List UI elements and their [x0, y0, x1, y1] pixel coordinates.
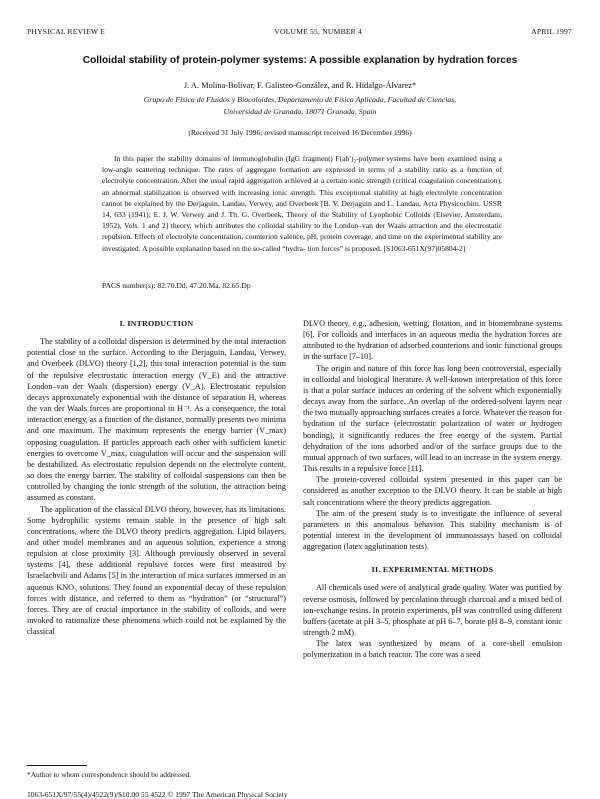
page-footer — [27, 790, 572, 799]
right-column — [303, 318, 562, 661]
volume-number: VOLUME 55, NUMBER 4 — [274, 27, 363, 36]
affiliation-line-2: Universidad de Granada, 18071 Granada, Spain — [223, 107, 377, 116]
abstract-line: 1952), Vols. 1 and 2] theory, which attributes the colloidal stability to the London–van der Waals attraction — [102, 221, 438, 231]
body-paragraph: The stability of a colloidal dispersion is determined by the total interaction potential close to the surface. According to the Derjaguin, Landau, Verwey, and Overbeek (DLVO) theory [1,2], this total interaction potential is the sum of the repulsive electrostatic interaction energy (V_E) and the attractive London–van der Waals (dispersion) energy (V_A). Electrostatic repulsion decays approximately exponential with the distance of separation H, whereas the van der Waals forces are proportional to H⁻¹. As a consequence, the total interaction energy, as a function of the distance, normally presents two minima and one maximum. The maximum represents the energy barrier (V_max) opposing coagulation. If particles approach each other with sufficient kinetic energies to overcome V_max, coagulation will occur and the suspension will be destabilized. As electrostatic repulsion depends on the electrolyte content, so does the energy barrier. The stability of colloidal suspensions can then be controlled by changing the ionic strength of the solution, the attraction being assumed as constant. — [27, 337, 286, 503]
issue-date: APRIL 1997 — [531, 27, 572, 36]
volume-page: 55 — [140, 790, 149, 799]
running-header — [27, 27, 572, 36]
section-heading-methods: II. EXPERIMENTAL METHODS — [371, 565, 494, 575]
journal-name: PHYSICAL REVIEW E — [27, 27, 106, 36]
abstract-line: and time on the experimental stability are investigated. A possible explanation based on the so-called “hydra- — [102, 232, 502, 253]
paper-title: Colloidal stability of protein-polymer systems: A possible explanation by hydration forces — [82, 55, 518, 66]
abstract-line: stability ratio as a function of electrolyte concentration. After the usual rapid aggregation achieved at a certain — [102, 165, 502, 186]
abstract-line: J. W. Verwey and J. Th. G. Overbeek, Theory of the Stability of Lyophobic Colloids (Elsevier, Amsterdam, — [162, 210, 502, 220]
abstract-line: Landau, Verwey, and Overbeek [B. V. Derjaguin and L. Landau, Acta Physicochim. USSR 14, 633 (1941); E. — [102, 198, 502, 220]
abstract-line: In this paper the stability domains of immunoglobulin (IgG fragment) F(ab′)₂-polymer systems have been — [114, 154, 445, 163]
body-paragraph: The latex was synthesized by means of a core-shell emulsion polymerization in a batch reactor. The core was a seed — [303, 639, 562, 660]
abstract-line: tion forces” is proposed. [S1063-651X(97)05804-2] — [307, 243, 466, 253]
author-list: J. A. Molina-Bolívar, F. Galisteo-González, and R. Hidalgo-Álvarez* — [183, 81, 417, 90]
body-paragraph: All chemicals used were of analytical grade quality. Water was purified by reverse osmosis, followed by percolation through charcoal and a mixed bed of ion-exchange resins. In protein experiments, pH was controlled using different buffers (acetate at pH 3–5, phosphate at pH 6–7, borate pH 8–9, constant ionic strength 2 mM). — [303, 583, 562, 638]
article-code: 1063-651X/97/55(4)/4522(9)/$10.00 — [27, 790, 139, 799]
body-paragraph: DLVO theory, e.g., adhesion, wetting, flotation, and in biomembrane systems [6]. For colloids and interfaces in an aqueous media the hydration forces are attributed to the hydration of adsorbed counterions and ionic functional groups in the surface [7–10]. — [303, 319, 562, 362]
received-dates: (Received 31 July 1996; revised manuscript received 16 December 1996) — [188, 128, 412, 137]
body-paragraph: The protein-covered colloidal system presented in this paper can be considered as another exception to the DLVO theory. It can be stable at high salt concentrations where the theory predicts aggregation. — [303, 475, 562, 507]
body-paragraph: The origin and nature of this force has long been controversial, especially in colloidal and biological literature. A well-known interpretation of this force is that a polar surface induces an ordering of the solvent which exponentially decays away from the surface. An overlap of the ordered-solvent layers near the two mutually approaching surfaces creates a force. Whatever the reason for hydration of the surface (electrostatic polarization of water or hydrogen bonding), it significantly reduces the free energy of the system. Partial dehydration of the ions adsorbed and/or of the surface groups due to the mutual approach of two surfaces, will lead to an increase in the system energy. This results in a repulsive force [11]. — [303, 363, 563, 474]
section-heading-introduction: I. INTRODUCTION — [119, 319, 194, 328]
footnote-rule — [27, 765, 87, 766]
pacs-numbers: PACS number(s): 82.70.Dd, 47.20.Ma, 82.65.Dp — [102, 281, 251, 290]
body-paragraph: The aim of the present study is to investigate the influence of several parameters in this anomalous behavior. This stability mechanism is of potential interest in the development of immunoassays based on colloidal aggregation (latex agglutination tests). — [303, 508, 562, 552]
abstract — [102, 153, 502, 254]
copyright: © 1997 The American Physical Society — [167, 790, 288, 799]
abstract-line: examined using a low-angle scattering technique. The rates of aggregate formation are expressed in terms of a — [102, 154, 502, 175]
abstract-line: strength. This exceptional stability at high electrolyte concentration cannot be explained by the Derjaguin, — [102, 187, 502, 208]
abstract-line: and the electrostatic repulsion. Effects of electrolyte concentration, counterion valence, pH, protein coverage, — [102, 221, 502, 242]
affiliation-line-1: Grupo de Física de Fluidos y Biocoloides, Departamento de Física Aplicada, Facultad de Ciencias, — [143, 95, 457, 104]
left-column — [27, 318, 286, 637]
footnote: *Author to whom correspondence should be addressed. — [27, 770, 191, 779]
page-number: 4522 — [150, 790, 166, 799]
abstract-line: ionic strength (critical coagulation concentration), an abnormal stabilization is observed with increasing ionic — [102, 176, 503, 197]
body-paragraph: The application of the classical DLVO theory, however, has its limitations. Some hydrophilic systems remain stable in the presence of high salt concentrations, where the DLVO theory predicts aggregation. Lipid bilayers, and other model membranes and an aqueous solution, experience a strong repulsion at close proximity [3]. Although previously observed in several systems [4], these additional repulsive forces were first measured by Israelachvili and Adams [5] in the interaction of mica surfaces immersed in an aqueous KNO₃ solutions. They found an exponential decay of these repulsion forces with distance, and referred to them as “hydration” (or “structural”) forces. They are of crucial importance in the stability of colloids, and were invoked to rationalize these phenomena which could not be explained by the classical — [27, 504, 286, 637]
